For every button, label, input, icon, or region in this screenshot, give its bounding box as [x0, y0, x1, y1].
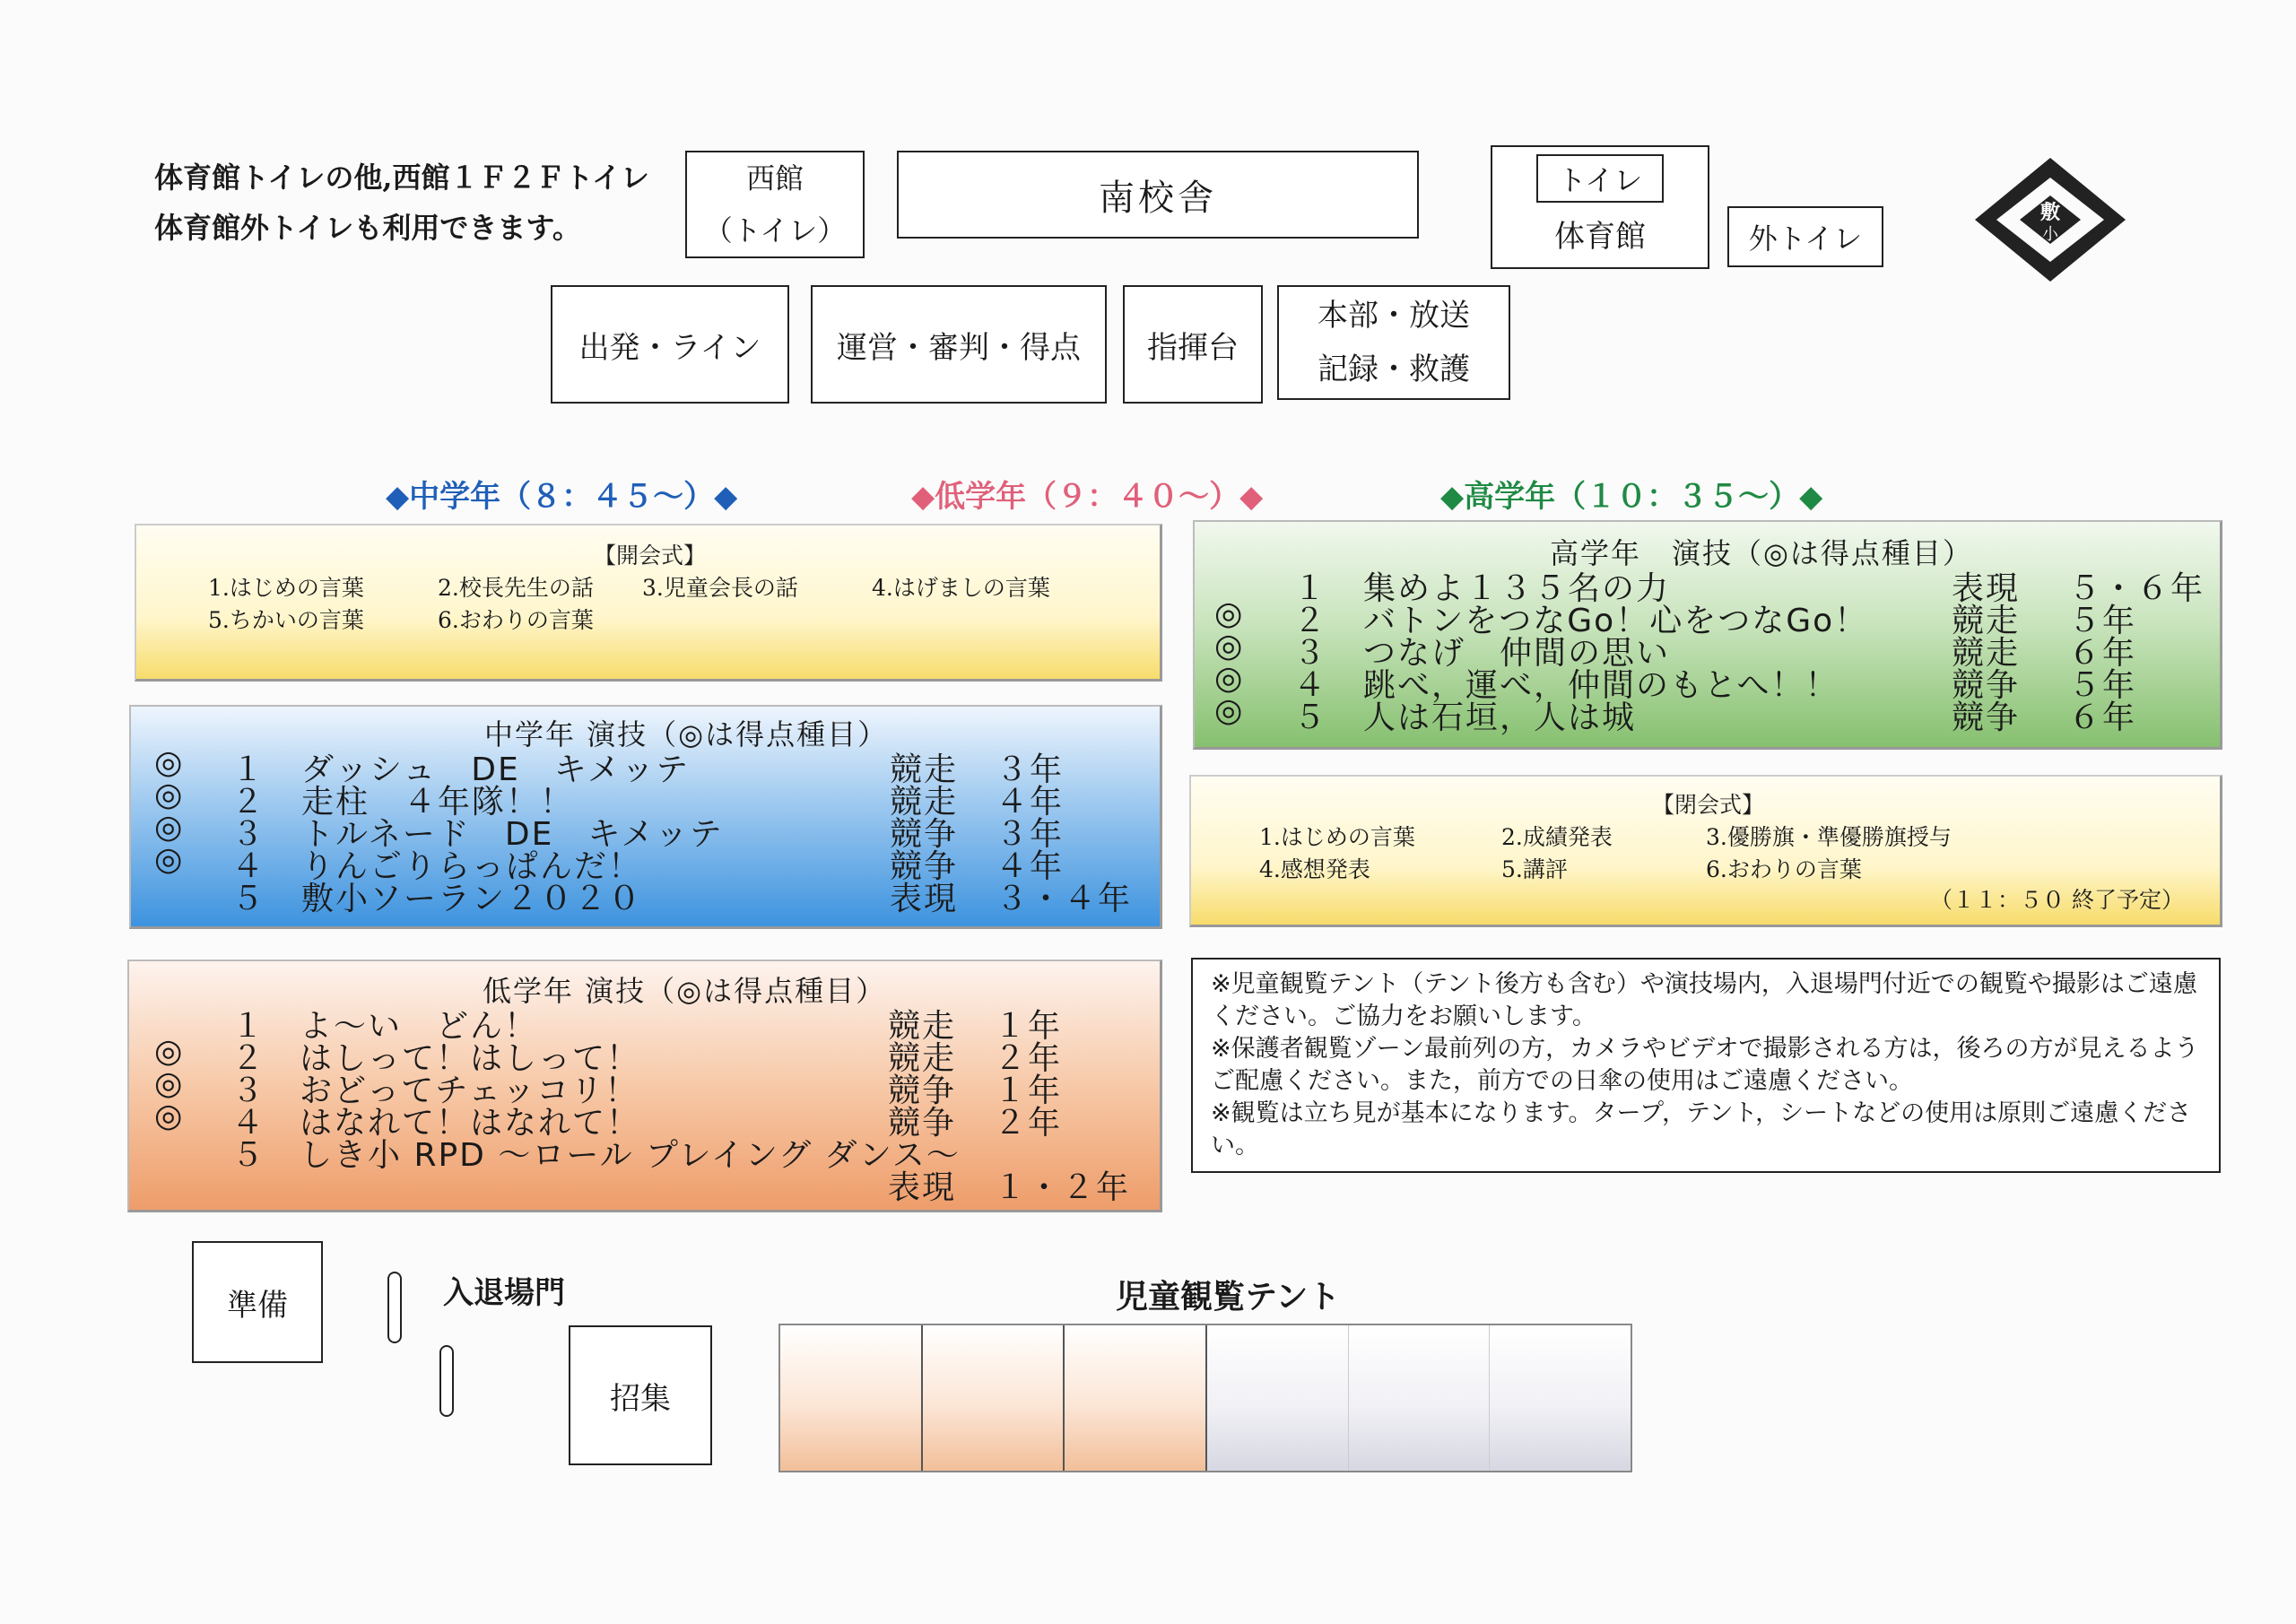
- gym-name: 体育館: [1554, 219, 1646, 255]
- start-line-label: 出発・ライン: [578, 329, 761, 366]
- closing-item: 6.おわりの言葉: [1706, 856, 1862, 882]
- entrance-gate-label: 入退場門: [443, 1275, 565, 1311]
- west-building-sub: （トイレ）: [703, 213, 847, 248]
- program-number: ２: [231, 1040, 266, 1077]
- tent-section: [1207, 1325, 1349, 1471]
- program-number: ２: [1293, 603, 1328, 639]
- program-name: はなれて！はなれて！: [300, 1105, 641, 1142]
- program-grade: ６年: [2068, 635, 2137, 672]
- program-grade: ３・４年: [996, 881, 1133, 917]
- program-type: 表現: [1952, 570, 2021, 607]
- assembly-area: [569, 1325, 712, 1465]
- viewing-note: ※児童観覧テント（テント後方も含む）や演技場内，入退場門付近での観覧や撮影はご遠慮ください。ご協力をお願いします。: [1211, 970, 2197, 1030]
- program-number: ２: [231, 784, 266, 821]
- program-type: 競走: [888, 1040, 957, 1077]
- closing-item: 4.感想発表: [1259, 856, 1370, 882]
- opening-item: 5.ちかいの言葉: [208, 607, 364, 633]
- svg-text:敷: 敷: [2039, 202, 2061, 224]
- gate-post-icon: [439, 1345, 454, 1417]
- south-building: [897, 151, 1419, 239]
- program-grade: ５・６年: [2068, 570, 2205, 607]
- closing-ceremony-panel: [1189, 775, 2222, 927]
- tent-section: [1065, 1325, 1207, 1471]
- opening-title: 【開会式】: [594, 543, 707, 569]
- score-mark: ◎: [154, 809, 185, 846]
- program-grade: １年: [994, 1073, 1063, 1109]
- upper-grade-header: ◆高学年（１０：３５〜）◆: [1440, 479, 1823, 515]
- lower-program-title: 低学年 演技（◎は得点種目）: [483, 974, 887, 1008]
- hq-line2: 記録・救護: [1318, 352, 1470, 387]
- program-grade: ３年: [996, 816, 1065, 853]
- school-logo: [1970, 152, 2131, 287]
- headquarters-station: [1277, 285, 1510, 400]
- program-number: ５: [231, 1137, 266, 1174]
- program-name: はしって！はしって！: [300, 1040, 641, 1077]
- program-grade: ５年: [2068, 603, 2137, 639]
- program-type: 競走: [1952, 635, 2021, 672]
- preparation-label: 準備: [227, 1287, 288, 1324]
- program-grade: １・２年: [994, 1169, 1131, 1206]
- middle-program-panel: [129, 705, 1162, 929]
- program-type: 表現: [888, 1169, 957, 1206]
- middle-program-title: 中学年 演技（◎は得点種目）: [484, 717, 889, 751]
- program-number: ４: [231, 848, 266, 885]
- score-mark: ◎: [1214, 595, 1245, 632]
- viewing-note: ※観覧は立ち見が基本になります。タープ，テント，シートなどの使用は原則ご遠慮ください。: [1211, 1099, 2192, 1159]
- hq-line1: 本部・放送: [1318, 298, 1470, 334]
- opening-item: 2.校長先生の話: [438, 575, 594, 601]
- outside-toilet: [1727, 206, 1883, 267]
- score-mark: ◎: [154, 777, 185, 813]
- score-mark: ◎: [1214, 628, 1245, 664]
- program-name: しき小 RPD 〜ロール プレイング ダンス〜: [300, 1137, 961, 1174]
- opening-item: 1.はじめの言葉: [208, 575, 364, 601]
- program-grade: １年: [994, 1008, 1063, 1045]
- program-number: ３: [231, 1073, 266, 1109]
- program-type: 競争: [1952, 667, 2021, 704]
- podium-label: 指揮台: [1147, 329, 1239, 366]
- closing-end-time: （１１：５０ 終了予定）: [1930, 887, 2184, 913]
- program-type: 表現: [890, 881, 959, 917]
- program-name: おどってチェッコリ！: [300, 1073, 639, 1109]
- program-name: 集めよ１３５名の力: [1363, 570, 1671, 607]
- student-tent-label: 児童観覧テント: [1116, 1279, 1341, 1316]
- program-name: 人は石垣，人は城: [1363, 699, 1637, 736]
- score-mark: ◎: [1214, 660, 1245, 697]
- program-number: ５: [231, 881, 266, 917]
- tent-section: [1490, 1325, 1631, 1471]
- program-name: 走柱 ４年隊！！: [301, 784, 575, 821]
- program-grade: ３年: [996, 751, 1065, 788]
- upper-program-panel: [1193, 520, 2222, 750]
- closing-title: 【閉会式】: [1652, 792, 1765, 818]
- program-name: バトンをつなGo！心をつなGo！: [1363, 603, 1869, 639]
- score-mark: ◎: [154, 1033, 185, 1070]
- program-name: トルネード DE キメッテ: [301, 816, 724, 853]
- gym-toilet: トイレ: [1536, 154, 1664, 203]
- closing-item: 1.はじめの言葉: [1259, 824, 1415, 850]
- program-grade: ２年: [994, 1040, 1063, 1077]
- closing-item: 2.成績発表: [1501, 824, 1613, 850]
- gymnasium: [1491, 145, 1709, 269]
- program-grade: ２年: [994, 1105, 1063, 1142]
- lower-grade-header: ◆低学年（９：４０〜）◆: [911, 479, 1264, 515]
- tent-section: [1349, 1325, 1491, 1471]
- gate-post-icon: [387, 1272, 402, 1343]
- assembly-label: 招集: [610, 1380, 671, 1417]
- program-name: 敷小ソーラン２０２０: [301, 881, 643, 917]
- program-type: 競走: [890, 751, 959, 788]
- program-number: １: [231, 751, 266, 788]
- program-number: ４: [1293, 667, 1328, 704]
- toilet-notice-line2: 体育館外トイレも利用できます。: [154, 211, 581, 245]
- upper-program-title: 高学年 演技（◎は得点種目）: [1550, 536, 1973, 570]
- opening-ceremony-panel: [135, 524, 1162, 682]
- operations-station: [811, 285, 1107, 404]
- start-line-station: [551, 285, 789, 404]
- west-building: [685, 151, 865, 258]
- opening-item: 6.おわりの言葉: [438, 607, 594, 633]
- program-grade: ５年: [2068, 667, 2137, 704]
- program-name: つなげ 仲間の思い: [1363, 635, 1671, 672]
- score-mark: ◎: [154, 744, 185, 781]
- operations-label: 運営・審判・得点: [837, 329, 1081, 366]
- lower-program-panel: [127, 960, 1162, 1212]
- program-name: 跳べ，運べ，仲間のもとへ！！: [1363, 667, 1839, 704]
- program-number: ４: [231, 1105, 266, 1142]
- program-type: 競争: [890, 816, 959, 853]
- program-grade: ４年: [996, 848, 1065, 885]
- student-viewing-tents: [778, 1324, 1632, 1472]
- podium-station: [1123, 285, 1263, 404]
- score-mark: ◎: [154, 1065, 185, 1102]
- program-type: 競争: [890, 848, 959, 885]
- program-number: ５: [1293, 699, 1328, 736]
- toilet-notice: [154, 152, 692, 253]
- program-name: ダッシュ DE キメッテ: [301, 751, 691, 788]
- program-grade: ４年: [996, 784, 1065, 821]
- score-mark: ◎: [154, 1098, 185, 1134]
- tent-section: [923, 1325, 1065, 1471]
- preparation-area: [192, 1241, 323, 1363]
- program-type: 競争: [888, 1105, 957, 1142]
- score-mark: ◎: [154, 841, 185, 878]
- program-name: りんごりらっぱんだ！: [301, 848, 643, 885]
- viewing-notes: [1191, 958, 2221, 1173]
- toilet-notice-line1: 体育館トイレの他,西館１Ｆ２Ｆトイレ: [154, 161, 649, 195]
- middle-grade-header: ◆中学年（８：４５〜）◆: [386, 479, 738, 515]
- program-grade: ６年: [2068, 699, 2137, 736]
- south-building-name: 南校舎: [1099, 177, 1217, 219]
- program-number: ３: [1293, 635, 1328, 672]
- opening-item: 4.はげましの言葉: [872, 575, 1050, 601]
- svg-text:小: 小: [2042, 225, 2058, 244]
- program-number: ３: [231, 816, 266, 853]
- program-type: 競走: [1952, 603, 2021, 639]
- program-number: １: [1293, 570, 1328, 607]
- program-name: よ〜い どん！: [300, 1008, 539, 1045]
- outside-toilet-label: 外トイレ: [1748, 221, 1863, 256]
- closing-item: 3.優勝旗・準優勝旗授与: [1706, 824, 1952, 850]
- program-type: 競争: [1952, 699, 2021, 736]
- score-mark: ◎: [1214, 692, 1245, 729]
- program-type: 競争: [888, 1073, 957, 1109]
- viewing-note: ※保護者観覧ゾーン最前列の方，カメラやビデオで撮影される方は，後ろの方が見えるようご配慮ください。また，前方での日傘の使用はご遠慮ください。: [1211, 1035, 2199, 1095]
- program-number: １: [231, 1008, 266, 1045]
- program-type: 競走: [888, 1008, 957, 1045]
- opening-item: 3.児童会長の話: [642, 575, 798, 601]
- tent-section: [780, 1325, 923, 1471]
- program-type: 競走: [890, 784, 959, 821]
- closing-item: 5.講評: [1501, 856, 1568, 882]
- west-building-name: 西館: [745, 161, 804, 195]
